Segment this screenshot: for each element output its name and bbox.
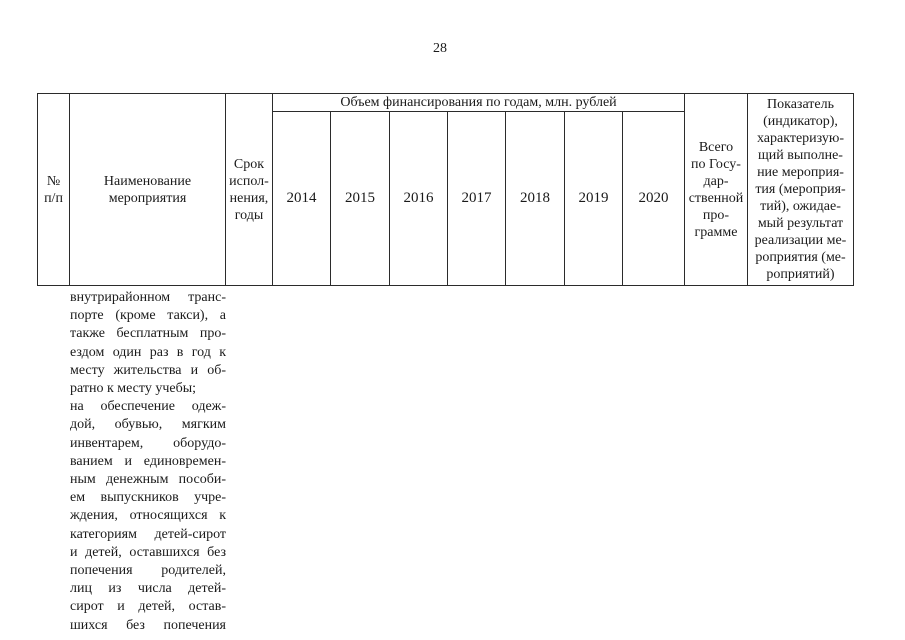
- text-line: шихся без попечения: [70, 617, 226, 633]
- text-line: категориям детей-сирот: [70, 526, 226, 542]
- page-number: 28: [433, 41, 447, 56]
- col-indicator-header: Показатель (индикатор), характеризую- щий выполне- ние мероприя- тия (мероприя- тий), ожидае- мый результат реализации ме- роприятия (ме- роприятий): [748, 94, 854, 286]
- text-line: порте (кроме такси), а: [70, 308, 226, 324]
- text-line: инвентарем, оборудо-: [70, 435, 226, 451]
- col-total-header: Всего по Госу- дар- ственной про- грамме: [685, 94, 748, 286]
- funding-table: [37, 93, 854, 286]
- year-header-2019: 2019: [565, 112, 623, 286]
- text-line: дой, обувью, мягким: [70, 417, 226, 433]
- year-header-2018: 2018: [506, 112, 565, 286]
- text-line: и детей, оставшихся без: [70, 544, 226, 560]
- col-name-header: Наименование мероприятия: [70, 94, 226, 286]
- funding-header: Объем финансирования по годам, млн. рублей: [273, 94, 685, 112]
- year-header-2015: 2015: [331, 112, 390, 286]
- text-line: лиц из числа детей-: [70, 581, 226, 597]
- col-number-header: № п/п: [38, 94, 70, 286]
- text-line: ездом один раз в год к: [70, 344, 226, 360]
- text-line: попечения родителей,: [70, 563, 226, 579]
- text-line: на обеспечение одеж-: [70, 399, 226, 415]
- col-term-header: Срок испол- нения, годы: [226, 94, 273, 286]
- text-line: месту жительства и об-: [70, 362, 226, 378]
- text-line: ждения, относящихся к: [70, 508, 226, 524]
- year-header-2020: 2020: [623, 112, 685, 286]
- text-line: ем выпускников учре-: [70, 490, 226, 506]
- continuation-text: [70, 289, 226, 635]
- text-line: ванием и единовремен-: [70, 453, 226, 469]
- year-header-2014: 2014: [273, 112, 331, 286]
- text-line: ратно к месту учебы;: [70, 381, 197, 397]
- year-header-2017: 2017: [448, 112, 506, 286]
- year-header-2016: 2016: [390, 112, 448, 286]
- text-line: также бесплатным про-: [70, 326, 226, 342]
- text-line: сирот и детей, остав-: [70, 599, 226, 615]
- text-line: ным денежным пособи-: [70, 472, 226, 488]
- text-line: внутрирайонном транс-: [70, 290, 226, 305]
